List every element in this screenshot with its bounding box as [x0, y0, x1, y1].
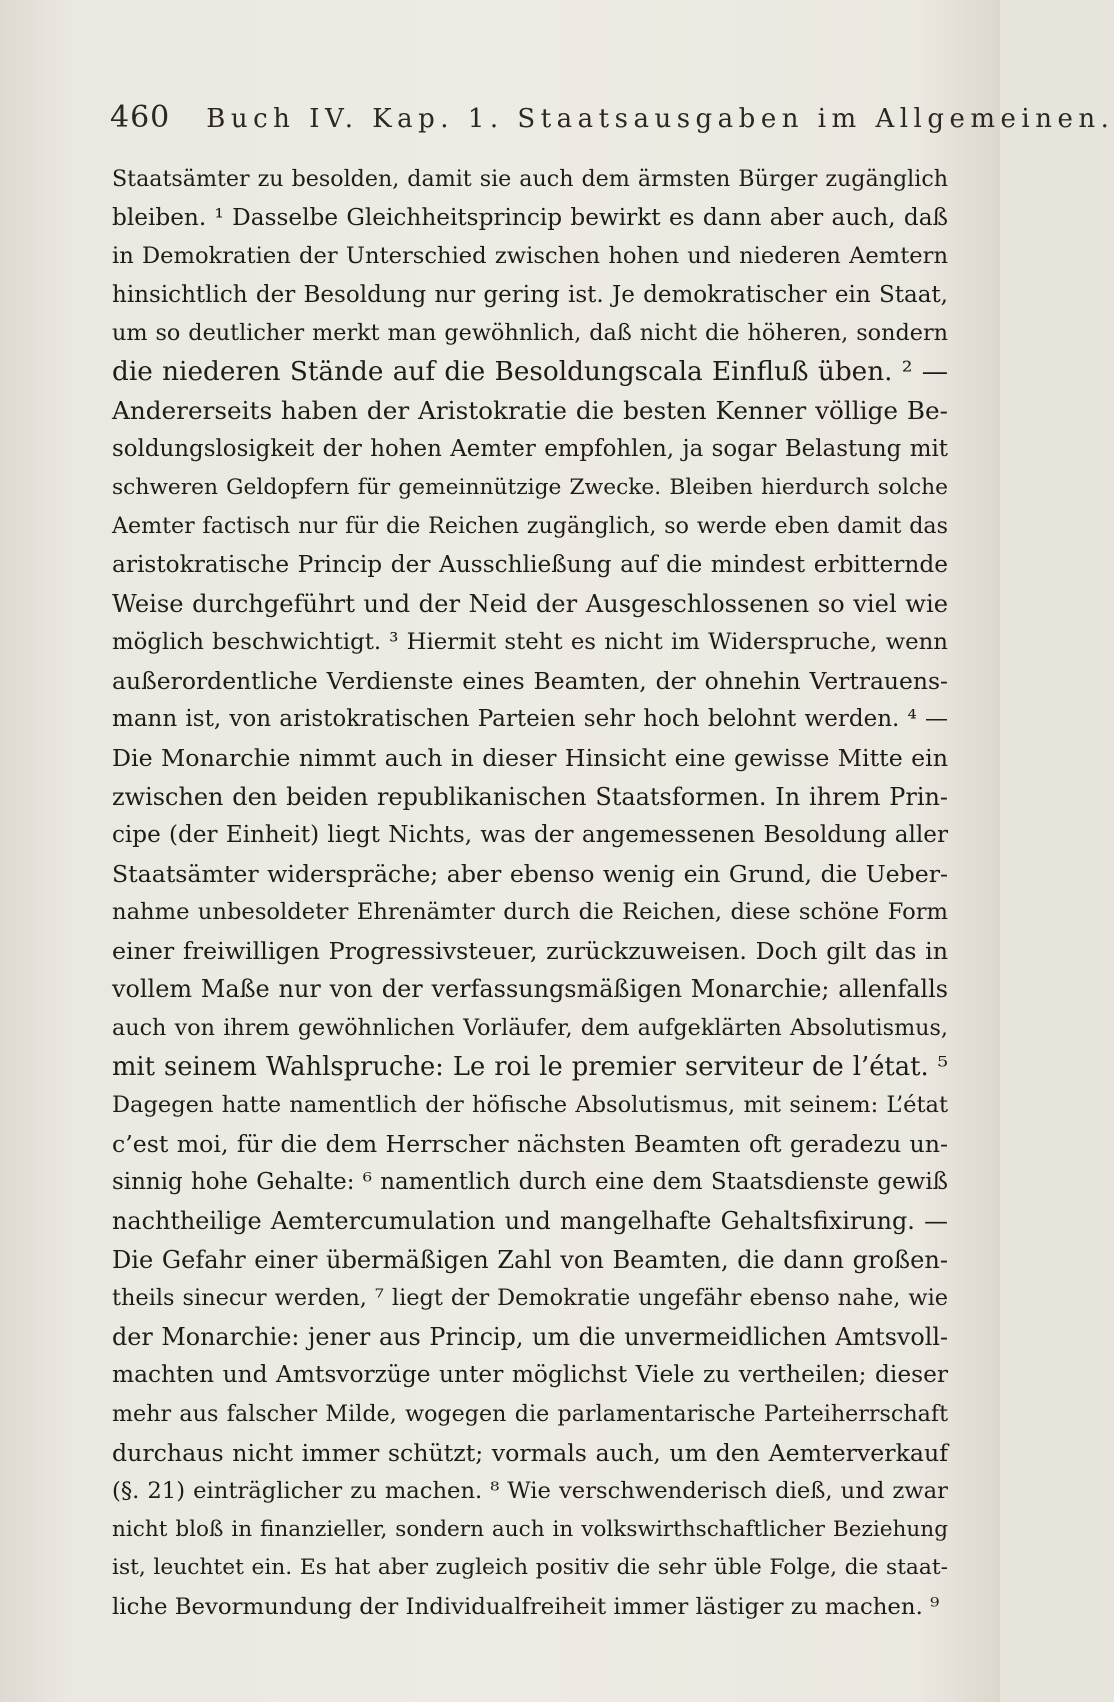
text-line: Aemter factisch nur für die Reichen zugänglich, so werde eben damit das — [112, 513, 948, 540]
text-line: c’est moi, für die dem Herrscher nächsten Beamten oft geradezu un- — [112, 1129, 948, 1158]
text-line: mann ist, von aristokratischen Parteien sehr hoch belohnt werden. ⁴ — — [112, 706, 948, 733]
text-line: zwischen den beiden republikanischen Staatsformen. In ihrem Prin- — [112, 782, 948, 811]
text-line: schweren Geldopfern für gemeinnützige Zwecke. Bleiben hierdurch solche — [112, 474, 948, 500]
text-line: nahme unbesoldeter Ehrenämter durch die Reichen, diese schöne Form — [112, 899, 948, 926]
text-line: ist, leuchtet ein. Es hat aber zugleich positiv die sehr üble Folge, die staat- — [112, 1555, 948, 1581]
text-line: Die Monarchie nimmt auch in dieser Hinsicht eine gewisse Mitte ein — [112, 743, 948, 772]
text-line: machten und Amtsvorzüge unter möglichst Viele zu vertheilen; dieser — [112, 1361, 948, 1389]
page-header — [110, 100, 1114, 144]
text-line: der Monarchie: jener aus Princip, um die unvermeidlichen Amtsvoll- — [112, 1322, 948, 1351]
text-line: soldungslosigkeit der hohen Aemter empfohlen, ja sogar Belastung mit — [112, 436, 948, 463]
text-line: liche Bevormundung der Individualfreiheit immer lästiger zu machen. ⁹ — [112, 1593, 940, 1620]
text-line: um so deutlicher merkt man gewöhnlich, daß nicht die höheren, sondern — [112, 320, 948, 347]
text-line: außerordentliche Verdienste eines Beamten, der ohnehin Vertrauens- — [112, 666, 948, 695]
text-line: einer freiwilligen Progressivsteuer, zurückzuweisen. Doch gilt das in — [112, 936, 948, 965]
text-line: (§. 21) einträglicher zu machen. ⁸ Wie verschwenderisch dieß, und zwar — [112, 1478, 948, 1505]
text-line: in Demokratien der Unterschied zwischen hohen und niederen Aemtern — [112, 243, 948, 270]
text-line: auch von ihrem gewöhnlichen Vorläufer, dem aufgeklärten Absolutismus, — [112, 1015, 948, 1042]
page-number: 460 — [110, 100, 171, 135]
text-line: Staatsämter zu besolden, damit sie auch dem ärmsten Bürger zugänglich — [112, 166, 948, 192]
text-line: die niederen Stände auf die Besoldungscala Einfluß üben. ² — — [112, 356, 948, 387]
text-line: mehr aus falscher Milde, wogegen die parlamentarische Parteiherrschaft — [112, 1401, 948, 1427]
body-text — [112, 160, 948, 1627]
running-head: Buch IV. Kap. 1. Staatsausgaben im Allgemeinen. — [206, 104, 1114, 134]
text-line: möglich beschwichtigt. ³ Hiermit steht es nicht im Widerspruche, wenn — [112, 629, 948, 656]
text-line: vollem Maße nur von der verfassungsmäßigen Monarchie; allenfalls — [112, 975, 948, 1004]
text-line: bleiben. ¹ Dasselbe Gleichheitsprincip bewirkt es dann aber auch, daß — [112, 203, 948, 231]
text-line: Dagegen hatte namentlich der höfische Absolutismus, mit seinem: L’état — [112, 1092, 948, 1119]
text-line: Die Gefahr einer übermäßigen Zahl von Beamten, die dann großen- — [112, 1245, 948, 1274]
text-line: Weise durchgeführt und der Neid der Ausgeschlossenen so viel wie — [112, 589, 948, 618]
text-line: Andererseits haben der Aristokratie die besten Kenner völlige Be- — [112, 395, 948, 425]
text-line: sinnig hohe Gehalte: ⁶ namentlich durch eine dem Staatsdienste gewiß — [112, 1169, 948, 1196]
text-line: Staatsämter widerspräche; aber ebenso wenig ein Grund, die Ueber- — [112, 859, 948, 888]
text-line: theils sinecur werden, ⁷ liegt der Demokratie ungefähr ebenso nahe, wie — [112, 1285, 948, 1312]
text-line: nicht bloß in finanzieller, sondern auch in volkswirthschaftlicher Beziehung — [112, 1516, 948, 1542]
text-line: hinsichtlich der Besoldung nur gering ist. Je demokratischer ein Staat, — [112, 281, 948, 308]
text-line: nachtheilige Aemtercumulation und mangelhafte Gehaltsfixirung. — — [112, 1207, 948, 1236]
text-line: durchaus nicht immer schützt; vormals auch, um den Aemterverkauf — [112, 1438, 948, 1467]
text-line: cipe (der Einheit) liegt Nichts, was der angemessenen Besoldung aller — [112, 822, 948, 849]
text-line: aristokratische Princip der Ausschließung auf die mindest erbitternde — [112, 550, 948, 578]
text-line: mit seinem Wahlspruche: Le roi le premier serviteur de l’état. ⁵ — [112, 1051, 948, 1082]
